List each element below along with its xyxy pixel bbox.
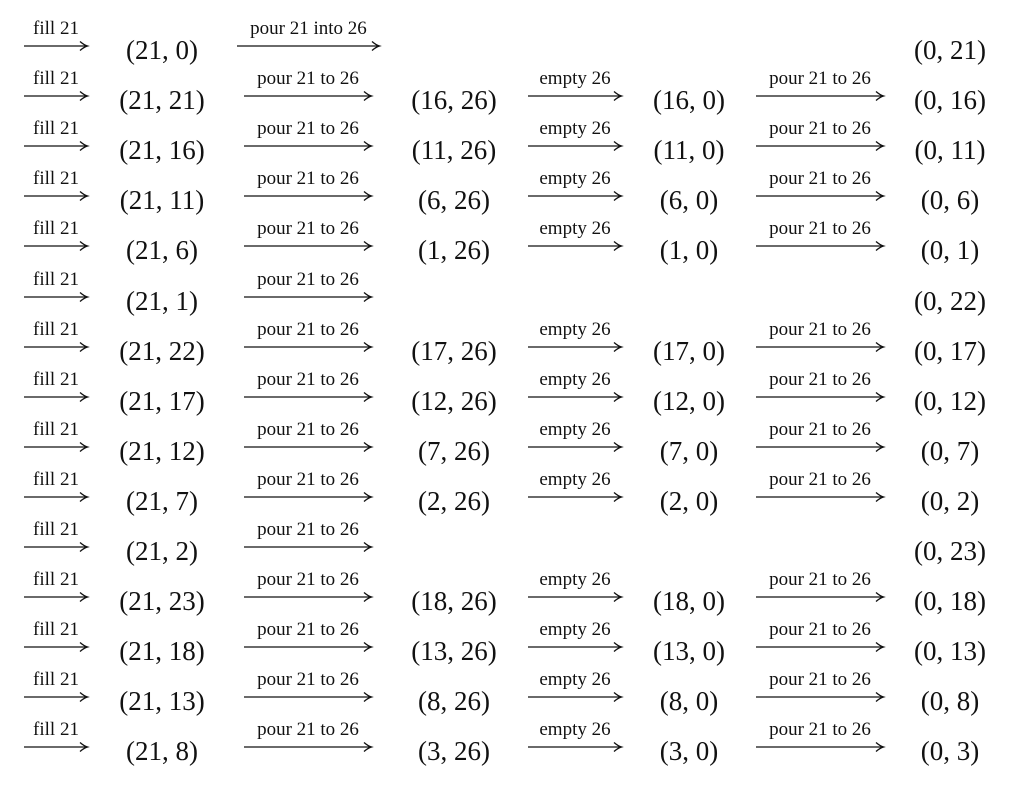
arrow-icon xyxy=(528,591,622,603)
pour-step xyxy=(244,670,372,720)
pour-step xyxy=(244,69,372,119)
pour-step-label: pour 21 to 26 xyxy=(257,519,359,540)
fill-step xyxy=(24,169,88,219)
fill-step-label: fill 21 xyxy=(33,18,79,39)
arrow-icon xyxy=(756,741,884,753)
arrow-icon xyxy=(756,240,884,252)
fill-step-label: fill 21 xyxy=(33,468,79,490)
final-state: (0, 7) xyxy=(920,435,980,466)
state-after-empty: (12, 0) xyxy=(653,385,725,416)
pour-step xyxy=(244,370,372,420)
state-after-pour: (13, 26) xyxy=(411,636,497,667)
second-pour-step xyxy=(756,219,884,269)
empty-step-label: empty 26 xyxy=(539,468,611,490)
empty-step xyxy=(528,119,622,169)
pour-step-label: pour 21 to 26 xyxy=(257,118,359,140)
state-after-fill: (21, 11) xyxy=(119,185,205,216)
state-after-empty: (11, 0) xyxy=(653,135,725,166)
arrow-icon xyxy=(756,691,884,703)
fill-step xyxy=(24,520,88,570)
second-pour-step-label: pour 21 to 26 xyxy=(769,569,871,591)
arrow-icon xyxy=(244,741,372,753)
state-after-empty: (13, 0) xyxy=(653,636,725,667)
second-pour-step-label: pour 21 to 26 xyxy=(769,68,871,90)
pour-step xyxy=(237,19,380,69)
second-pour-step-label: pour 21 to 26 xyxy=(769,168,871,190)
state-after-fill: (21, 7) xyxy=(126,485,198,516)
arrow-icon xyxy=(756,341,884,353)
empty-step xyxy=(528,570,622,620)
fill-step-label: fill 21 xyxy=(33,619,79,641)
state-row xyxy=(0,270,1036,320)
state-row xyxy=(0,670,1036,720)
fill-step xyxy=(24,69,88,119)
empty-step xyxy=(528,670,622,720)
state-after-fill: (21, 21) xyxy=(119,85,205,116)
fill-step-label: fill 21 xyxy=(33,68,79,90)
second-pour-step xyxy=(756,720,884,770)
pour-step xyxy=(244,570,372,620)
state-row xyxy=(0,620,1036,670)
second-pour-step-label: pour 21 to 26 xyxy=(769,669,871,691)
arrow-icon xyxy=(244,240,372,252)
pour-step-label: pour 21 to 26 xyxy=(257,418,359,440)
second-pour-step xyxy=(756,169,884,219)
second-pour-step xyxy=(756,69,884,119)
arrow-icon xyxy=(24,741,88,753)
fill-step xyxy=(24,320,88,370)
empty-step xyxy=(528,370,622,420)
state-after-fill: (21, 18) xyxy=(119,636,205,667)
state-after-empty: (2, 0) xyxy=(659,485,719,516)
fill-step-label: fill 21 xyxy=(33,268,79,290)
empty-step-label: empty 26 xyxy=(539,68,611,90)
state-row xyxy=(0,570,1036,620)
arrow-icon xyxy=(24,641,88,653)
arrow-icon xyxy=(244,691,372,703)
second-pour-step xyxy=(756,320,884,370)
state-row xyxy=(0,169,1036,219)
pour-step-label: pour 21 to 26 xyxy=(257,468,359,490)
state-after-pour: (16, 26) xyxy=(411,85,497,116)
empty-step-label: empty 26 xyxy=(539,418,611,440)
state-row xyxy=(0,470,1036,520)
state-after-fill: (21, 0) xyxy=(126,35,198,65)
state-after-pour: (18, 26) xyxy=(411,586,497,617)
arrow-icon xyxy=(237,40,380,52)
state-row xyxy=(0,320,1036,370)
state-after-empty: (17, 0) xyxy=(653,335,725,366)
arrow-icon xyxy=(756,441,884,453)
empty-step-label: empty 26 xyxy=(539,619,611,641)
state-after-fill: (21, 2) xyxy=(126,536,198,566)
empty-step-label: empty 26 xyxy=(539,669,611,691)
final-state: (0, 12) xyxy=(914,385,986,416)
arrow-icon xyxy=(756,641,884,653)
arrow-icon xyxy=(528,190,622,202)
pour-step xyxy=(244,219,372,269)
arrow-icon xyxy=(244,591,372,603)
pour-step xyxy=(244,270,372,320)
second-pour-step xyxy=(756,670,884,720)
pour-step-label: pour 21 to 26 xyxy=(257,368,359,390)
fill-step xyxy=(24,470,88,520)
empty-step xyxy=(528,69,622,119)
arrow-icon xyxy=(244,391,372,403)
state-after-empty: (7, 0) xyxy=(659,435,719,466)
final-state: (0, 16) xyxy=(914,85,986,116)
fill-step-label: fill 21 xyxy=(33,168,79,190)
empty-step-label: empty 26 xyxy=(539,569,611,591)
pour-step-label: pour 21 to 26 xyxy=(257,719,359,741)
pour-step-label: pour 21 to 26 xyxy=(257,268,359,290)
pour-step xyxy=(244,420,372,470)
pour-step xyxy=(244,320,372,370)
fill-step-label: fill 21 xyxy=(33,519,79,540)
second-pour-step-label: pour 21 to 26 xyxy=(769,368,871,390)
empty-step-label: empty 26 xyxy=(539,719,611,741)
arrow-icon xyxy=(244,441,372,453)
pour-step xyxy=(244,470,372,520)
arrow-icon xyxy=(528,641,622,653)
pour-step-label: pour 21 to 26 xyxy=(257,68,359,90)
state-row xyxy=(0,370,1036,420)
state-after-fill: (21, 16) xyxy=(119,135,205,166)
fill-step xyxy=(24,19,88,69)
state-after-pour: (8, 26) xyxy=(418,686,490,717)
arrow-icon xyxy=(528,691,622,703)
arrow-icon xyxy=(244,341,372,353)
second-pour-step-label: pour 21 to 26 xyxy=(769,619,871,641)
state-after-fill: (21, 22) xyxy=(119,335,205,366)
arrow-icon xyxy=(528,491,622,503)
arrow-icon xyxy=(244,140,372,152)
empty-step xyxy=(528,169,622,219)
arrow-icon xyxy=(24,190,88,202)
fill-step xyxy=(24,119,88,169)
fill-step-label: fill 21 xyxy=(33,218,79,240)
second-pour-step-label: pour 21 to 26 xyxy=(769,418,871,440)
state-after-pour: (11, 26) xyxy=(411,135,497,166)
state-after-empty: (16, 0) xyxy=(653,85,725,116)
second-pour-step xyxy=(756,570,884,620)
final-state: (0, 3) xyxy=(920,736,980,767)
fill-step-label: fill 21 xyxy=(33,318,79,340)
fill-step-label: fill 21 xyxy=(33,669,79,691)
empty-step xyxy=(528,320,622,370)
pour-step xyxy=(244,720,372,770)
fill-step xyxy=(24,620,88,670)
state-after-empty: (18, 0) xyxy=(653,586,725,617)
pour-step-label: pour 21 to 26 xyxy=(257,218,359,240)
state-after-fill: (21, 6) xyxy=(126,235,198,266)
empty-step-label: empty 26 xyxy=(539,368,611,390)
empty-step xyxy=(528,420,622,470)
arrow-icon xyxy=(24,541,88,553)
pour-step xyxy=(244,169,372,219)
state-after-pour: (6, 26) xyxy=(418,185,490,216)
arrow-icon xyxy=(24,40,88,52)
final-state: (0, 6) xyxy=(920,185,980,216)
arrow-icon xyxy=(756,491,884,503)
final-state: (0, 2) xyxy=(920,485,980,516)
arrow-icon xyxy=(244,90,372,102)
arrow-icon xyxy=(244,641,372,653)
state-after-fill: (21, 12) xyxy=(119,435,205,466)
second-pour-step xyxy=(756,420,884,470)
final-state: (0, 11) xyxy=(914,135,986,166)
arrow-icon xyxy=(756,591,884,603)
pour-step xyxy=(244,119,372,169)
arrow-icon xyxy=(528,441,622,453)
state-row xyxy=(0,520,1036,570)
pour-step xyxy=(244,620,372,670)
empty-step-label: empty 26 xyxy=(539,168,611,190)
final-state: (0, 22) xyxy=(914,285,986,316)
state-after-fill: (21, 13) xyxy=(119,686,205,717)
state-after-pour: (7, 26) xyxy=(418,435,490,466)
arrow-icon xyxy=(528,140,622,152)
state-after-empty: (1, 0) xyxy=(659,235,719,266)
arrow-icon xyxy=(24,491,88,503)
arrow-icon xyxy=(244,491,372,503)
final-state: (0, 21) xyxy=(914,35,986,65)
final-state: (0, 8) xyxy=(920,686,980,717)
fill-step xyxy=(24,370,88,420)
arrow-icon xyxy=(244,541,372,553)
state-after-fill: (21, 1) xyxy=(126,285,198,316)
pour-step-label: pour 21 to 26 xyxy=(257,669,359,691)
state-row xyxy=(0,420,1036,470)
fill-step-label: fill 21 xyxy=(33,418,79,440)
pour-step xyxy=(244,520,372,570)
fill-step xyxy=(24,570,88,620)
arrow-icon xyxy=(244,291,372,303)
second-pour-step-label: pour 21 to 26 xyxy=(769,719,871,741)
state-after-empty: (3, 0) xyxy=(659,736,719,767)
pour-step-label: pour 21 to 26 xyxy=(257,168,359,190)
arrow-icon xyxy=(24,391,88,403)
second-pour-step-label: pour 21 to 26 xyxy=(769,468,871,490)
pour-step-label: pour 21 to 26 xyxy=(257,619,359,641)
arrow-icon xyxy=(24,291,88,303)
final-state: (0, 1) xyxy=(920,235,980,266)
final-state: (0, 18) xyxy=(914,586,986,617)
second-pour-step-label: pour 21 to 26 xyxy=(769,118,871,140)
arrow-icon xyxy=(528,240,622,252)
fill-step xyxy=(24,720,88,770)
fill-step xyxy=(24,670,88,720)
fill-step-label: fill 21 xyxy=(33,368,79,390)
arrow-icon xyxy=(756,391,884,403)
state-after-pour: (17, 26) xyxy=(411,335,497,366)
state-after-pour: (12, 26) xyxy=(411,385,497,416)
second-pour-step-label: pour 21 to 26 xyxy=(769,318,871,340)
arrow-icon xyxy=(756,90,884,102)
arrow-icon xyxy=(756,140,884,152)
final-state: (0, 13) xyxy=(914,636,986,667)
state-after-fill: (21, 23) xyxy=(119,586,205,617)
arrow-icon xyxy=(24,140,88,152)
state-after-fill: (21, 8) xyxy=(126,736,198,767)
arrow-icon xyxy=(24,591,88,603)
arrow-icon xyxy=(528,391,622,403)
arrow-icon xyxy=(24,441,88,453)
state-after-empty: (8, 0) xyxy=(659,686,719,717)
arrow-icon xyxy=(24,341,88,353)
final-state: (0, 23) xyxy=(914,536,986,566)
empty-step-label: empty 26 xyxy=(539,118,611,140)
state-after-fill: (21, 17) xyxy=(119,385,205,416)
arrow-icon xyxy=(244,190,372,202)
state-after-pour: (2, 26) xyxy=(418,485,490,516)
pour-step-label: pour 21 to 26 xyxy=(257,318,359,340)
state-row xyxy=(0,119,1036,169)
second-pour-step xyxy=(756,119,884,169)
arrow-icon xyxy=(24,691,88,703)
state-after-empty: (6, 0) xyxy=(659,185,719,216)
empty-step xyxy=(528,470,622,520)
empty-step-label: empty 26 xyxy=(539,218,611,240)
empty-step xyxy=(528,720,622,770)
arrow-icon xyxy=(528,741,622,753)
state-row xyxy=(0,69,1036,119)
state-after-pour: (1, 26) xyxy=(418,235,490,266)
fill-step xyxy=(24,420,88,470)
empty-step-label: empty 26 xyxy=(539,318,611,340)
fill-step-label: fill 21 xyxy=(33,719,79,741)
state-after-pour: (3, 26) xyxy=(418,736,490,767)
second-pour-step xyxy=(756,370,884,420)
pour-step-label: pour 21 into 26 xyxy=(250,18,367,39)
second-pour-step-label: pour 21 to 26 xyxy=(769,218,871,240)
fill-step-label: fill 21 xyxy=(33,569,79,591)
second-pour-step xyxy=(756,620,884,670)
state-row xyxy=(0,720,1036,770)
final-state: (0, 17) xyxy=(914,335,986,366)
fill-step xyxy=(24,270,88,320)
fill-step-label: fill 21 xyxy=(33,118,79,140)
pour-step-label: pour 21 to 26 xyxy=(257,569,359,591)
empty-step xyxy=(528,219,622,269)
arrow-icon xyxy=(756,190,884,202)
state-row xyxy=(0,219,1036,269)
fill-step xyxy=(24,219,88,269)
second-pour-step xyxy=(756,470,884,520)
empty-step xyxy=(528,620,622,670)
arrow-icon xyxy=(528,90,622,102)
arrow-icon xyxy=(24,90,88,102)
arrow-icon xyxy=(528,341,622,353)
state-row xyxy=(0,19,1036,69)
arrow-icon xyxy=(24,240,88,252)
